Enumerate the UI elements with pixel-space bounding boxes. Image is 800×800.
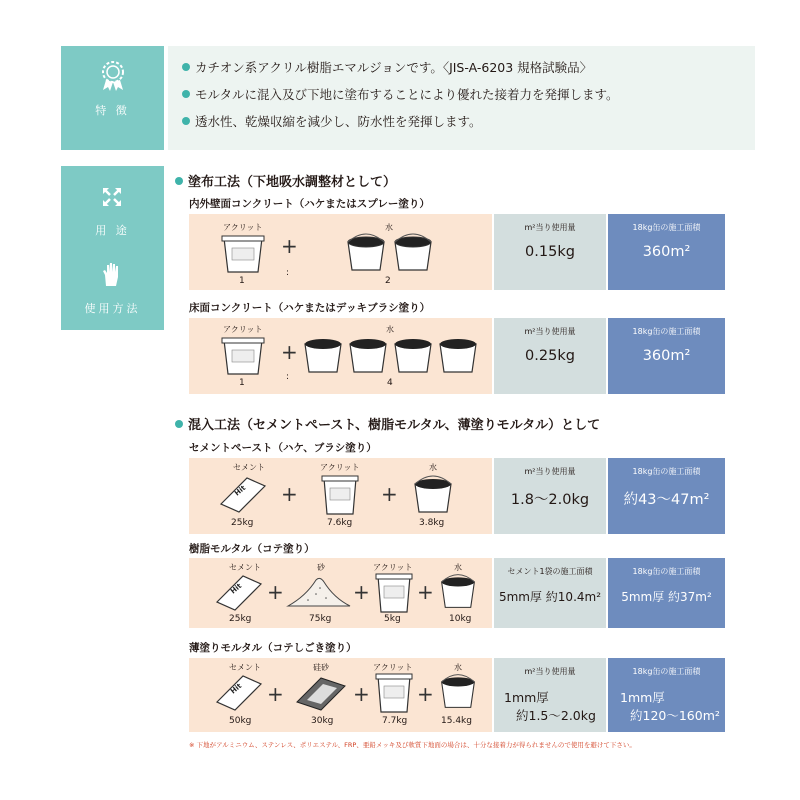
cement-label: セメント [229, 563, 261, 572]
silica-sand-label: 硅砂 [313, 663, 329, 672]
cement-bag-icon [217, 474, 269, 514]
mixing-row2-usage [494, 558, 606, 628]
plus-icon: + [267, 580, 284, 604]
water-bucket-icon [391, 232, 435, 272]
feature-line-2: モルタルに混入及び下地に塗布することにより優れた接着力を発揮します。 [182, 85, 619, 103]
feature-line-1: カチオン系アクリル樹脂エマルジョンです。〈JIS-A-6203 規格試験品〉 [182, 58, 592, 76]
area-value: 5mm厚 約37m² [621, 590, 712, 604]
water-bucket-icon [411, 474, 455, 514]
acrylic-qty: 5kg [384, 614, 401, 624]
mixing-row2-subtitle: 樹脂モルタル（コテ塗り） [189, 543, 315, 555]
feature-line-3: 透水性、乾燥収縮を減少し、防水性を発揮します。 [182, 112, 482, 130]
silica-sand-bag-icon [293, 672, 349, 712]
water-bucket-icon [438, 672, 478, 710]
mixing-row1-mix [189, 458, 492, 534]
acrylic-bucket-icon [320, 474, 360, 516]
water-bucket-icon [346, 334, 390, 374]
acrylic-bucket-icon [220, 336, 266, 376]
area-value: 360m² [642, 348, 691, 364]
ratio-right: 4 [387, 378, 393, 388]
mixing-row2-area [608, 558, 725, 628]
area-label: 18kg缶の施工面積 [632, 667, 701, 676]
acrylic-label: アクリット [223, 223, 263, 232]
water-qty: 3.8kg [419, 518, 445, 528]
medal-icon [98, 60, 128, 92]
acrylic-label: アクリット [373, 663, 413, 672]
water-bucket-icon [438, 572, 478, 610]
water-bucket-icon [344, 232, 388, 272]
plus-icon: + [281, 482, 298, 506]
coating-row2-mix [189, 318, 492, 394]
usage-value-thickness: 1mm厚 [504, 690, 549, 705]
usage-label: m²当り使用量 [524, 223, 576, 232]
water-qty: 15.4kg [441, 716, 472, 726]
mixing-row3-mix [189, 658, 492, 732]
acrylic-qty: 7.7kg [382, 716, 408, 726]
features-box [168, 46, 755, 150]
silica-sand-qty: 30kg [311, 716, 334, 726]
bullet-dot-icon [175, 177, 183, 185]
bullet-dot-icon [182, 117, 190, 125]
cement-label: セメント [233, 463, 265, 472]
svg-text:Hit: Hit [229, 581, 244, 596]
acrylic-label: アクリット [320, 463, 360, 472]
usage-label: セメント1袋の施工面積 [507, 567, 593, 576]
warning-note: ※ 下地がアルミニウム、ステンレス、ポリエステル、FRP、亜鉛メッキ及び軟質下地面の場合は、十分な接着力が得られませんので使用を避けて下さい。 [189, 741, 636, 749]
water-bucket-icon [391, 334, 435, 374]
water-bucket-icon [436, 334, 480, 374]
features-tab [61, 46, 164, 150]
acrylic-bucket-icon [374, 672, 414, 714]
usage-tab [61, 166, 164, 330]
expand-arrows-icon [101, 186, 123, 208]
hand-icon [101, 262, 123, 288]
coating-row1-area [608, 214, 725, 290]
area-label: 18kg缶の施工面積 [632, 223, 701, 232]
water-label: 水 [385, 223, 393, 232]
acrylic-qty: 7.6kg [327, 518, 353, 528]
area-label: 18kg缶の施工面積 [632, 467, 701, 476]
mixing-row3-area [608, 658, 725, 732]
features-tab-label: 特 徴 [95, 104, 130, 117]
usage-tab-label: 用 途 [95, 224, 130, 237]
svg-text:Hit: Hit [229, 681, 244, 696]
ratio-left: 1 [239, 276, 245, 286]
usage-label: m²当り使用量 [524, 667, 576, 676]
acrylic-label: アクリット [223, 325, 263, 334]
mixing-row3-usage [494, 658, 606, 732]
cement-qty: 50kg [229, 716, 252, 726]
usage-value: 5mm厚 約10.4m² [498, 590, 602, 604]
plus-icon: + [281, 340, 298, 364]
mixing-row1-usage [494, 458, 606, 534]
coating-row2-area [608, 318, 725, 394]
acrylic-label: アクリット [373, 563, 413, 572]
usage-label: m²当り使用量 [524, 327, 576, 336]
cement-qty: 25kg [231, 518, 254, 528]
ratio-sep: : [286, 372, 290, 382]
mixing-row1-subtitle: セメントペースト（ハケ、ブラシ塗り） [189, 442, 377, 454]
plus-icon: + [267, 682, 284, 706]
acrylic-bucket-icon [220, 234, 266, 274]
mixing-row2-mix [189, 558, 492, 628]
plus-icon: + [417, 580, 434, 604]
sand-qty: 75kg [309, 614, 332, 624]
cement-bag-icon [213, 672, 265, 712]
area-value: 360m² [642, 244, 691, 260]
ratio-sep: : [286, 268, 290, 278]
water-label: 水 [454, 563, 462, 572]
bullet-dot-icon [175, 420, 183, 428]
water-bucket-icon [301, 334, 345, 374]
water-label: 水 [386, 325, 394, 334]
ratio-right: 2 [385, 276, 391, 286]
mixing-row3-subtitle: 薄塗りモルタル（コテしごき塗り） [189, 642, 357, 654]
svg-text:Hit: Hit [233, 483, 248, 498]
coating-row1-subtitle: 内外壁面コンクリート（ハケまたはスプレー塗り） [189, 198, 430, 210]
plus-icon: + [353, 580, 370, 604]
water-label: 水 [429, 463, 437, 472]
cement-qty: 25kg [229, 614, 252, 624]
mixing-row1-area [608, 458, 725, 534]
coating-row2-subtitle: 床面コンクリート（ハケまたはデッキブラシ塗り） [189, 302, 431, 314]
area-value-amount: 約120～160m² [630, 708, 720, 723]
method-tab-label: 使用方法 [84, 302, 141, 315]
ratio-left: 1 [239, 378, 245, 388]
sand-pile-icon [286, 574, 352, 608]
area-label: 18kg缶の施工面積 [632, 567, 701, 576]
water-qty: 10kg [449, 614, 472, 624]
area-value-thickness: 1mm厚 [620, 690, 665, 705]
coating-row2-usage [494, 318, 606, 394]
usage-value: 1.8～2.0kg [510, 492, 590, 508]
acrylic-bucket-icon [374, 572, 414, 614]
area-value: 約43～47m² [623, 492, 710, 508]
mixing-title: 混入工法（セメントペースト、樹脂モルタル、薄塗りモルタル）として [175, 414, 600, 433]
coating-title: 塗布工法（下地吸水調整材として） [175, 171, 396, 190]
bullet-dot-icon [182, 63, 190, 71]
usage-value: 0.25kg [525, 348, 575, 364]
cement-bag-icon [213, 572, 265, 612]
coating-row1-mix [189, 214, 492, 290]
bullet-dot-icon [182, 90, 190, 98]
coating-row1-usage [494, 214, 606, 290]
plus-icon: + [381, 482, 398, 506]
plus-icon: + [353, 682, 370, 706]
usage-value-amount: 約1.5～2.0kg [516, 708, 596, 723]
usage-label: m²当り使用量 [524, 467, 576, 476]
usage-value: 0.15kg [525, 244, 575, 260]
sand-label: 砂 [317, 563, 325, 572]
plus-icon: + [417, 682, 434, 706]
cement-label: セメント [229, 663, 261, 672]
area-label: 18kg缶の施工面積 [632, 327, 701, 336]
water-label: 水 [454, 663, 462, 672]
plus-icon: + [281, 234, 298, 258]
